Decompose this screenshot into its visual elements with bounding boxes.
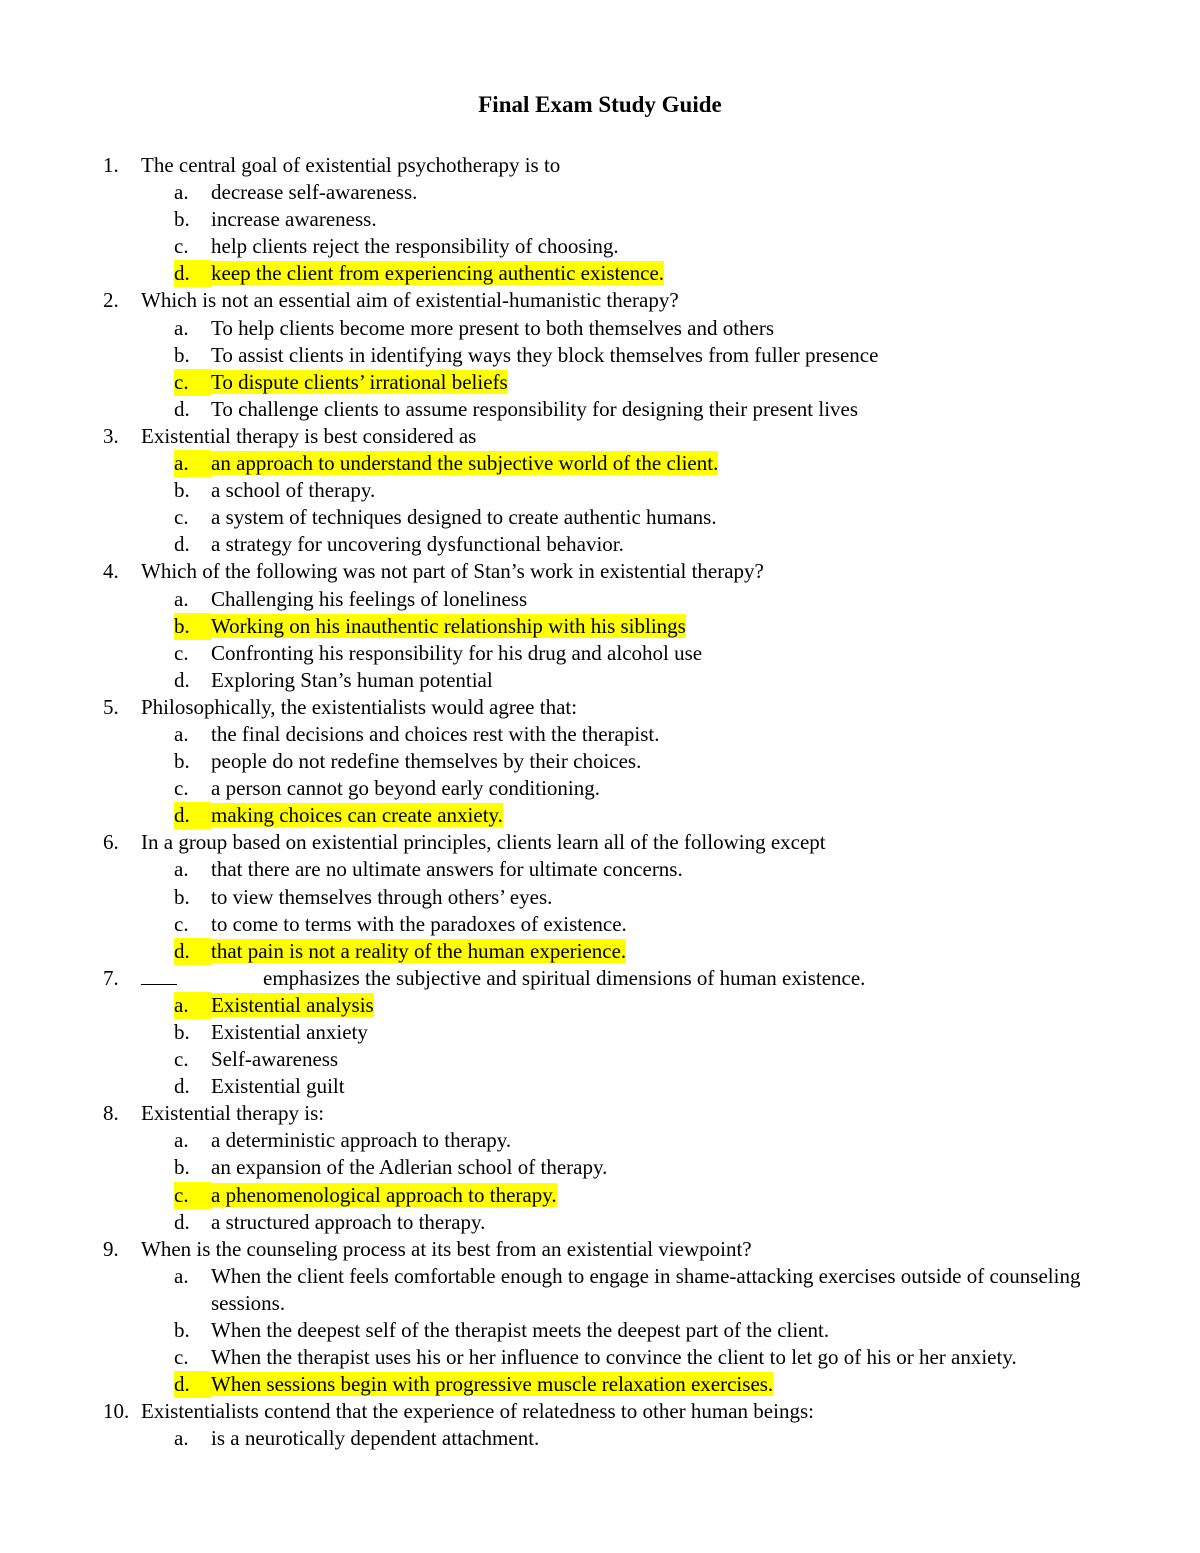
answer-option: [103, 1344, 1133, 1371]
highlighted-answer: a phenomenological approach to therapy.: [211, 1182, 557, 1207]
question-number: 6.: [103, 830, 119, 855]
option-letter: c.: [174, 640, 189, 665]
answer-option: [103, 1371, 1133, 1398]
question-item: [103, 1398, 1133, 1425]
answer-option: [103, 613, 1133, 640]
answer-option: [103, 450, 1133, 477]
question-item: [103, 965, 1133, 992]
page-title: Final Exam Study Guide: [478, 92, 722, 117]
answer-option: [103, 775, 1133, 802]
fill-in-blank: [141, 966, 177, 985]
option-text: that there are no ultimate answers for ultimate concerns.: [211, 857, 683, 882]
option-letter: c.: [174, 776, 189, 801]
question-text: In a group based on existential principles, clients learn all of the following except: [141, 830, 826, 855]
option-text: a deterministic approach to therapy.: [211, 1128, 512, 1153]
option-letter: d.: [174, 938, 211, 965]
answer-option: [103, 748, 1133, 775]
option-text: Existential anxiety: [211, 1020, 368, 1044]
option-text: to view themselves through others’ eyes.: [211, 884, 553, 909]
question-text: The central goal of existential psychotherapy is to: [141, 153, 561, 177]
highlighted-answer: Existential analysis: [211, 992, 374, 1017]
option-letter: c.: [174, 1182, 211, 1209]
answer-option: [103, 260, 1133, 287]
option-letter: b.: [174, 1318, 190, 1343]
option-letter: a.: [174, 450, 211, 477]
answer-option: [103, 856, 1133, 883]
option-text: is a neurotically dependent attachment.: [211, 1426, 540, 1451]
answer-option: [103, 938, 1133, 965]
question-item: [103, 1236, 1133, 1263]
answer-option: [103, 667, 1133, 694]
option-text: the final decisions and choices rest with the therapist.: [211, 721, 660, 746]
question-text: Philosophically, the existentialists would agree that:: [141, 694, 578, 719]
option-text: Existential guilt: [211, 1074, 345, 1099]
option-text: a structured approach to therapy.: [211, 1209, 486, 1234]
option-letter: a.: [174, 1263, 189, 1288]
question-item: [103, 152, 1133, 179]
answer-option: [103, 1182, 1133, 1209]
answer-option: [103, 1127, 1133, 1154]
option-letter: c.: [174, 911, 189, 936]
option-letter: d.: [174, 1209, 190, 1234]
question-text: Existential therapy is best considered as: [141, 423, 477, 448]
highlighted-answer: making choices can create anxiety.: [211, 803, 503, 828]
option-letter: a.: [174, 315, 189, 340]
option-text: a person cannot go beyond early conditioning.: [211, 776, 600, 801]
answer-option: [103, 1425, 1133, 1452]
option-text: When the therapist uses his or her influence to convince the client to let go of his or her anxiety.: [211, 1345, 1017, 1370]
option-text: Challenging his feelings of loneliness: [211, 586, 528, 611]
option-text: increase awareness.: [211, 207, 377, 232]
question-text: Existentialists contend that the experience of relatedness to other human beings:: [141, 1399, 814, 1424]
question-text: Which is not an essential aim of existential-humanistic therapy?: [141, 288, 679, 313]
option-letter: c.: [174, 234, 189, 259]
question-text: When is the counseling process at its best from an existential viewpoint?: [141, 1236, 752, 1261]
option-text: an expansion of the Adlerian school of therapy.: [211, 1155, 608, 1180]
question-item: [103, 1100, 1133, 1127]
highlighted-answer: keep the client from experiencing authentic existence.: [211, 261, 665, 286]
highlighted-answer: Working on his inauthentic relationship with his siblings: [211, 613, 686, 638]
answer-option: [103, 1209, 1133, 1236]
highlighted-answer: that pain is not a reality of the human experience.: [211, 938, 627, 963]
option-text: decrease self-awareness.: [211, 180, 418, 205]
option-letter: b.: [174, 613, 211, 640]
answer-option: [103, 477, 1133, 504]
highlighted-answer: To dispute clients’ irrational beliefs: [211, 369, 508, 394]
answer-option: [103, 802, 1133, 829]
answer-option: [103, 1154, 1133, 1181]
option-letter: a.: [174, 992, 211, 1019]
option-letter: a.: [174, 857, 189, 882]
option-letter: a.: [174, 1128, 189, 1153]
answer-option: [103, 586, 1133, 613]
question-number: 5.: [103, 694, 119, 719]
answer-option: [103, 721, 1133, 748]
option-letter: d.: [174, 667, 190, 692]
question-number: 8.: [103, 1101, 119, 1126]
option-letter: d.: [174, 260, 211, 287]
question-number: 1.: [103, 153, 119, 177]
option-text: Exploring Stan’s human potential: [211, 667, 493, 692]
answer-option: [103, 369, 1133, 396]
answer-option: [103, 1073, 1133, 1100]
option-letter: d.: [174, 1074, 190, 1099]
option-letter: c.: [174, 369, 211, 396]
question-text: Which of the following was not part of Stan’s work in existential therapy?: [141, 559, 764, 584]
option-letter: d.: [174, 396, 190, 421]
question-item: [103, 558, 1133, 585]
option-text: people do not redefine themselves by their choices.: [211, 749, 642, 774]
highlighted-answer: When sessions begin with progressive muscle relaxation exercises.: [211, 1372, 774, 1397]
option-text: To help clients become more present to both themselves and others: [211, 315, 775, 340]
answer-option: [103, 179, 1133, 206]
option-text: Self-awareness: [211, 1047, 339, 1072]
option-letter: b.: [174, 1155, 190, 1180]
option-letter: b.: [174, 478, 190, 503]
answer-option: [103, 1019, 1133, 1046]
question-text: emphasizes the subjective and spiritual dimensions of human existence.: [263, 965, 866, 990]
question-number: 2.: [103, 288, 119, 313]
option-letter: d.: [174, 1371, 211, 1398]
option-letter: c.: [174, 1345, 189, 1370]
option-text: a strategy for uncovering dysfunctional behavior.: [211, 532, 624, 557]
question-text: Existential therapy is:: [141, 1101, 325, 1126]
question-number: 9.: [103, 1236, 119, 1261]
option-text: a school of therapy.: [211, 478, 376, 503]
question-number: 4.: [103, 559, 119, 584]
option-text: To challenge clients to assume responsibility for designing their present lives: [211, 396, 859, 421]
answer-option: [103, 1263, 1133, 1317]
option-letter: d.: [174, 802, 211, 829]
answer-option: [103, 640, 1133, 667]
option-letter: c.: [174, 1047, 189, 1072]
answer-option: [103, 315, 1133, 342]
question-item: [103, 829, 1133, 856]
option-letter: b.: [174, 884, 190, 909]
answer-option: [103, 342, 1133, 369]
answer-option: [103, 396, 1133, 423]
question-item: [103, 287, 1133, 314]
option-letter: b.: [174, 342, 190, 367]
answer-option: [103, 911, 1133, 938]
option-text: a system of techniques designed to create authentic humans.: [211, 505, 717, 530]
option-text: help clients reject the responsibility of choosing.: [211, 234, 619, 259]
option-letter: a.: [174, 721, 189, 746]
answer-option: [103, 1317, 1133, 1344]
option-letter: b.: [174, 1020, 190, 1044]
answer-option: [103, 884, 1133, 911]
option-letter: c.: [174, 505, 189, 530]
question-item: [103, 423, 1133, 450]
answer-option: [103, 206, 1133, 233]
option-text: to come to terms with the paradoxes of existence.: [211, 911, 627, 936]
question-number: 10.: [103, 1399, 130, 1424]
answer-option: [103, 233, 1133, 260]
question-list: [103, 152, 1133, 1453]
question-item: [103, 694, 1133, 721]
highlighted-answer: an approach to understand the subjective world of the client.: [211, 451, 719, 476]
option-text: When the deepest self of the therapist meets the deepest part of the client.: [211, 1318, 830, 1343]
answer-option: [103, 1046, 1133, 1073]
option-text: To assist clients in identifying ways they block themselves from fuller presence: [211, 342, 879, 367]
option-letter: b.: [174, 749, 190, 774]
option-text: Confronting his responsibility for his drug and alcohol use: [211, 640, 703, 665]
option-letter: d.: [174, 532, 190, 557]
question-number: 3.: [103, 423, 119, 448]
question-number: 7.: [103, 965, 119, 990]
option-text: When the client feels comfortable enough to engage in shame-attacking exercises outside of counseling sessions.: [211, 1263, 1081, 1315]
option-letter: a.: [174, 1426, 189, 1451]
answer-option: [103, 992, 1133, 1019]
answer-option: [103, 531, 1133, 558]
option-letter: b.: [174, 207, 190, 232]
option-letter: a.: [174, 180, 189, 205]
option-letter: a.: [174, 586, 189, 611]
answer-option: [103, 504, 1133, 531]
